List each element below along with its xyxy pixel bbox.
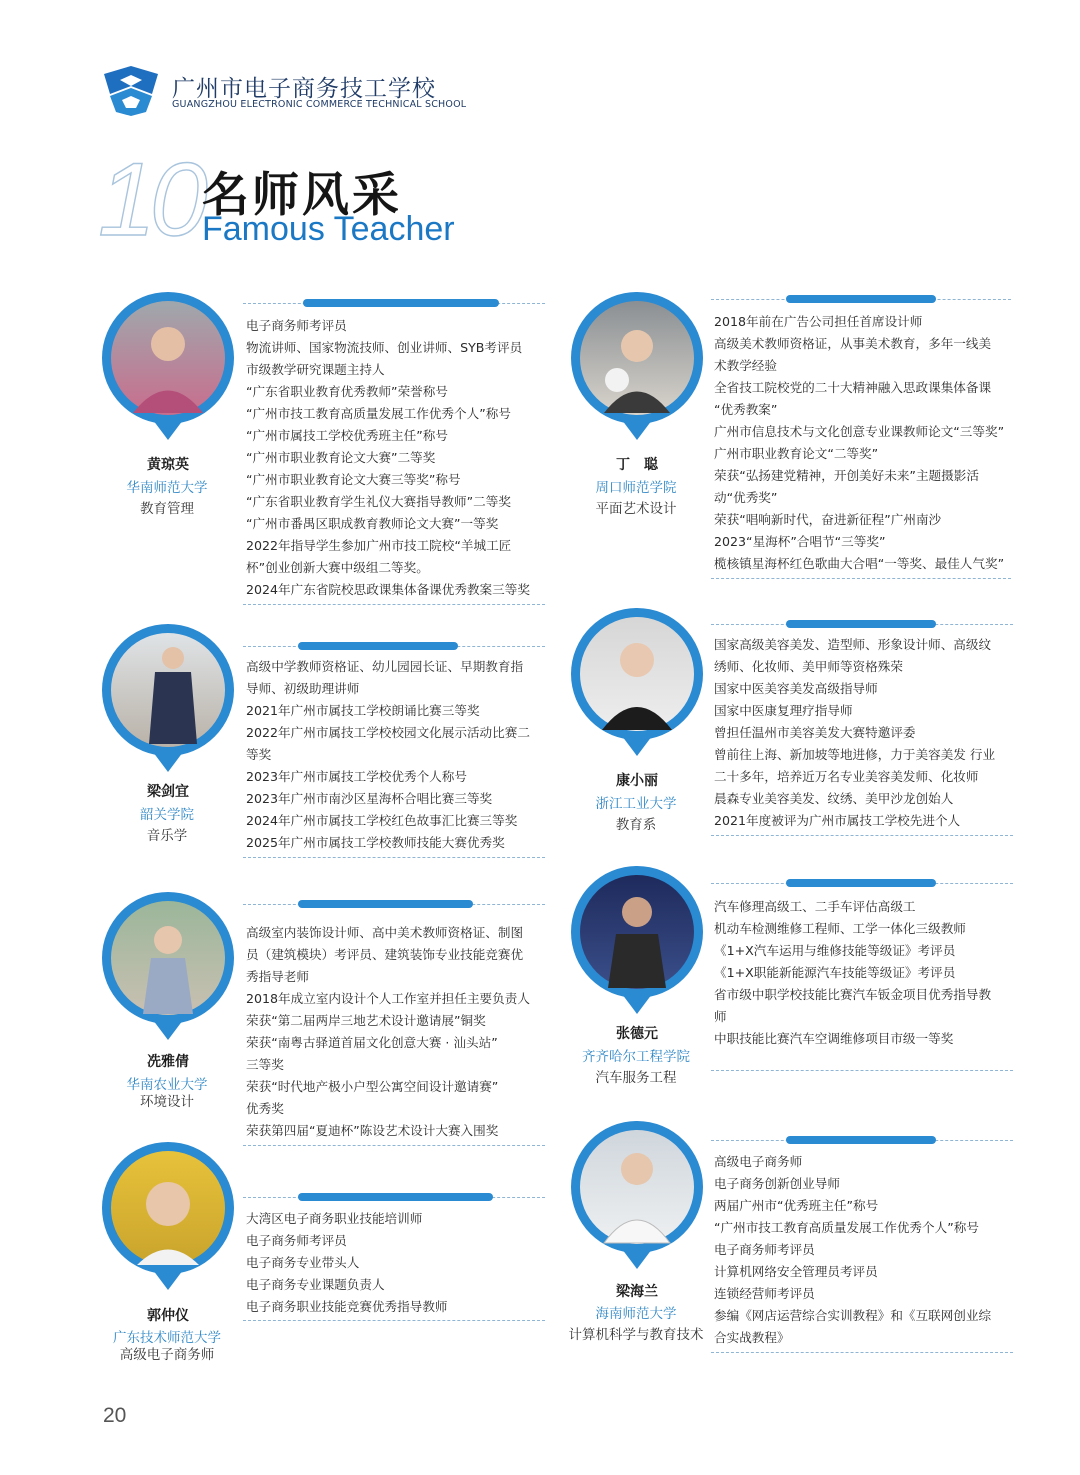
credential-item: 等奖	[246, 747, 272, 762]
credential-item: 曾前往上海、新加坡等地进修，力于美容美发 行业	[714, 747, 996, 762]
credential-item: “优秀教案”	[714, 402, 778, 417]
credential-item: 合实战教程》	[714, 1330, 790, 1345]
teacher-name: 郭仲仪	[147, 1308, 189, 1324]
credential-item: 机动车检测维修工程师、工学一体化三级教师	[714, 921, 966, 936]
teacher-major: 环境设计	[140, 1094, 194, 1110]
credential-item: 高级中学教师资格证、幼儿园园长证、早期教育指	[246, 659, 524, 674]
teacher-major: 音乐学	[146, 828, 188, 844]
credential-item: 荣获第四届“夏迪杯”陈设艺术设计大赛入围奖	[246, 1123, 499, 1138]
credential-item: 优秀奖	[246, 1101, 284, 1116]
credential-item: 全省技工院校党的二十大精神融入思政课集体备课	[714, 380, 992, 395]
credential-item: 秀指导老师	[246, 969, 309, 984]
school-name-cn: 广州市电子商务技工学校	[172, 76, 436, 102]
section-number: 10	[98, 142, 202, 258]
teacher-name: 黄琼英	[147, 457, 189, 473]
credential-item: 电子商务师考评员	[246, 1233, 347, 1248]
credential-item: 国家中医康复理疗指导师	[714, 703, 853, 718]
teacher-major: 计算机科学与教育技术	[568, 1327, 704, 1343]
teacher-credentials	[243, 303, 545, 605]
credential-item: 2024年广东省院校思政课集体备课优秀教案三等奖	[246, 582, 530, 597]
section-title-cn: 名师风采	[202, 168, 402, 223]
credential-item: 动“优秀奖”	[714, 490, 778, 505]
teacher-major: 教育管理	[140, 501, 194, 517]
teacher-credentials	[243, 646, 545, 858]
teacher-university: 海南师范大学	[595, 1306, 677, 1322]
teacher-university: 华南师范大学	[126, 480, 208, 496]
teacher-photo-pin	[562, 288, 712, 453]
teacher-university: 齐齐哈尔工程学院	[582, 1049, 690, 1065]
credential-item: 大湾区电子商务职业技能培训师	[246, 1211, 423, 1226]
credential-item: “广州市番禺区职成教育教师论文大赛”一等奖	[246, 516, 499, 531]
credential-item: “广东省职业教育学生礼仪大赛指导教师”二等奖	[246, 494, 511, 509]
credential-item: 2023年广州市属技工学校优秀个人称号	[246, 769, 467, 784]
teacher-photo-pin	[93, 288, 243, 453]
credential-item: 电子商务专业课题负责人	[246, 1277, 385, 1292]
teacher-credentials	[243, 904, 545, 1146]
teacher-name: 张德元	[616, 1026, 658, 1042]
credential-item: 杯”创业创新大赛中级组二等奖。	[246, 560, 429, 575]
credential-item: 荣获“时代地产极小户型公寓空间设计邀请赛”	[246, 1079, 499, 1094]
school-name-en: GUANGZHOU ELECTRONIC COMMERCE TECHNICAL SCHOOL	[172, 99, 467, 110]
credential-item: 广州市职业教育论文“二等奖”	[714, 446, 879, 461]
credential-item: 高级美术教师资格证，从事美术教育，多年一线美	[714, 336, 992, 351]
credential-item: “广东省职业教育优秀教师”荣誉称号	[246, 384, 448, 399]
credential-item: 2023“星海杯”合唱节“三等奖”	[714, 534, 886, 549]
credential-item: 榄核镇星海杯红色歌曲大合唱“一等奖、最佳人气奖”	[714, 556, 1005, 571]
credential-item: 连锁经营师考评员	[714, 1286, 815, 1301]
credential-item: 晨森专业美容美发、纹绣、美甲沙龙创始人	[714, 791, 954, 806]
credential-item: 广州市信息技术与文化创意专业课教师论文“三等奖”	[714, 424, 1005, 439]
section-title-en: Famous Teacher	[202, 210, 455, 248]
credential-item: 2021年广州市属技工学校朗诵比赛三等奖	[246, 703, 480, 718]
credential-item: 高级室内装饰设计师、高中美术教师资格证、制图	[246, 925, 524, 940]
credential-item: 2023年广州市南沙区星海杯合唱比赛三等奖	[246, 791, 493, 806]
credential-item: 计算机网络安全管理员考评员	[714, 1264, 878, 1279]
credential-item: “广州市技工教育高质量发展工作优秀个人”称号	[246, 406, 511, 421]
credential-item: 师	[714, 1009, 727, 1024]
teacher-university: 华南农业大学	[126, 1077, 208, 1093]
credential-item: 术教学经验	[714, 358, 777, 373]
credential-item: 曾担任温州市美容美发大赛特邀评委	[714, 725, 916, 740]
teacher-photo-pin	[93, 1138, 243, 1303]
credential-item: 荣获“弘扬建党精神，开创美好未来”主题摄影活	[714, 468, 979, 483]
credential-item: 电子商务职业技能竞赛优秀指导教师	[246, 1299, 448, 1314]
teacher-university: 浙江工业大学	[595, 796, 677, 812]
teacher-major: 汽车服务工程	[595, 1070, 677, 1086]
teacher-name: 梁剑宜	[147, 784, 189, 800]
credential-item: 汽车修理高级工、二手车评估高级工	[714, 899, 916, 914]
teacher-credentials	[711, 883, 1013, 1071]
credential-item: 《1+X汽车运用与维修技能等级证》考评员	[714, 943, 956, 958]
teacher-name: 丁 聪	[616, 457, 658, 473]
teacher-name: 康小丽	[616, 773, 658, 789]
credential-item: 2022年广州市属技工学校校园文化展示活动比赛二	[246, 725, 530, 740]
credential-item: “广州市技工教育高质量发展工作优秀个人”称号	[714, 1220, 979, 1235]
teacher-name: 冼雅倩	[147, 1054, 189, 1070]
teacher-major: 平面艺术设计	[595, 501, 677, 517]
credential-item: “广州市职业教育论文大赛”二等奖	[246, 450, 436, 465]
teacher-name: 梁海兰	[616, 1284, 658, 1300]
teacher-university: 广东技术师范大学	[113, 1330, 221, 1346]
credential-item: 荣获“第二届两岸三地艺术设计邀请展”铜奖	[246, 1013, 486, 1028]
teacher-photo-pin	[93, 888, 243, 1053]
teacher-photo-pin	[562, 1117, 712, 1282]
credential-item: 参编《网店运营综合实训教程》和《互联网创业综	[714, 1308, 992, 1323]
credential-item: 2024年广州市属技工学校红色故事汇比赛三等奖	[246, 813, 518, 828]
credential-item: 电子商务师考评员	[714, 1242, 815, 1257]
credential-item: “广州市属技工学校优秀班主任”称号	[246, 428, 448, 443]
teacher-credentials	[243, 1197, 545, 1321]
teacher-university: 周口师范学院	[595, 480, 677, 496]
credential-item: 员（建筑模块）考评员、建筑装饰专业技能竞赛优	[246, 947, 524, 962]
credential-item: 电子商务创新创业导师	[714, 1176, 840, 1191]
credential-item: 两届广州市“优秀班主任”称号	[714, 1198, 879, 1213]
credential-item: 2025年广州市属技工学校教师技能大赛优秀奖	[246, 835, 505, 850]
credential-item: 国家高级美容美发、造型师、形象设计师、高级纹	[714, 637, 992, 652]
teacher-major: 教育系	[615, 817, 657, 833]
credential-item: “广州市职业教育论文大赛三等奖”称号	[246, 472, 461, 487]
teacher-credentials	[711, 299, 1011, 579]
credential-item: 三等奖	[246, 1057, 284, 1072]
credential-item: 导师、初级助理讲师	[246, 681, 360, 696]
teacher-credentials	[711, 1140, 1013, 1353]
credential-item: 2021年度被评为广州市属技工学校先进个人	[714, 813, 961, 828]
credential-item: 荣获“唱响新时代，奋进新征程”广州南沙	[714, 512, 942, 527]
credential-item: 2018年成立室内设计个人工作室并担任主要负责人	[246, 991, 530, 1006]
credential-item: 电子商务师考评员	[246, 318, 347, 333]
credential-item: 高级电子商务师	[714, 1154, 803, 1169]
credential-item: 物流讲师、国家物流技师、创业讲师、SYB考评员	[246, 340, 523, 355]
teacher-photo-pin	[562, 604, 712, 769]
school-logo-icon	[100, 66, 162, 116]
credential-item: 绣师、化妆师、美甲师等资格殊荣	[714, 659, 903, 674]
teacher-university: 韶关学院	[140, 807, 194, 823]
credential-item: 省市级中职学校技能比赛汽车钣金项目优秀指导教	[714, 987, 992, 1002]
teacher-photo-pin	[562, 862, 712, 1027]
credential-item: 市级教学研究课题主持人	[246, 362, 385, 377]
credential-item: 《1+X职能新能源汽车技能等级证》考评员	[714, 965, 956, 980]
teacher-credentials	[711, 624, 1013, 836]
teacher-photo-pin	[93, 620, 243, 785]
credential-item: 2022年指导学生参加广州市技工院校“羊城工匠	[246, 538, 512, 553]
credential-item: 国家中医美容美发高级指导师	[714, 681, 878, 696]
credential-item: 中职技能比赛汽车空调维修项目市级一等奖	[714, 1031, 954, 1046]
credential-item: 2018年前在广告公司担任首席设计师	[714, 314, 923, 329]
teacher-major: 高级电子商务师	[119, 1347, 215, 1363]
credential-item: 二十多年，培养近万名专业美容美发师、化妆师	[714, 769, 979, 784]
page-number: 20	[103, 1404, 127, 1427]
credential-item: 荣获“南粤古驿道首届文化创意大赛 · 汕头站”	[246, 1035, 498, 1050]
credential-item: 电子商务专业带头人	[246, 1255, 360, 1270]
